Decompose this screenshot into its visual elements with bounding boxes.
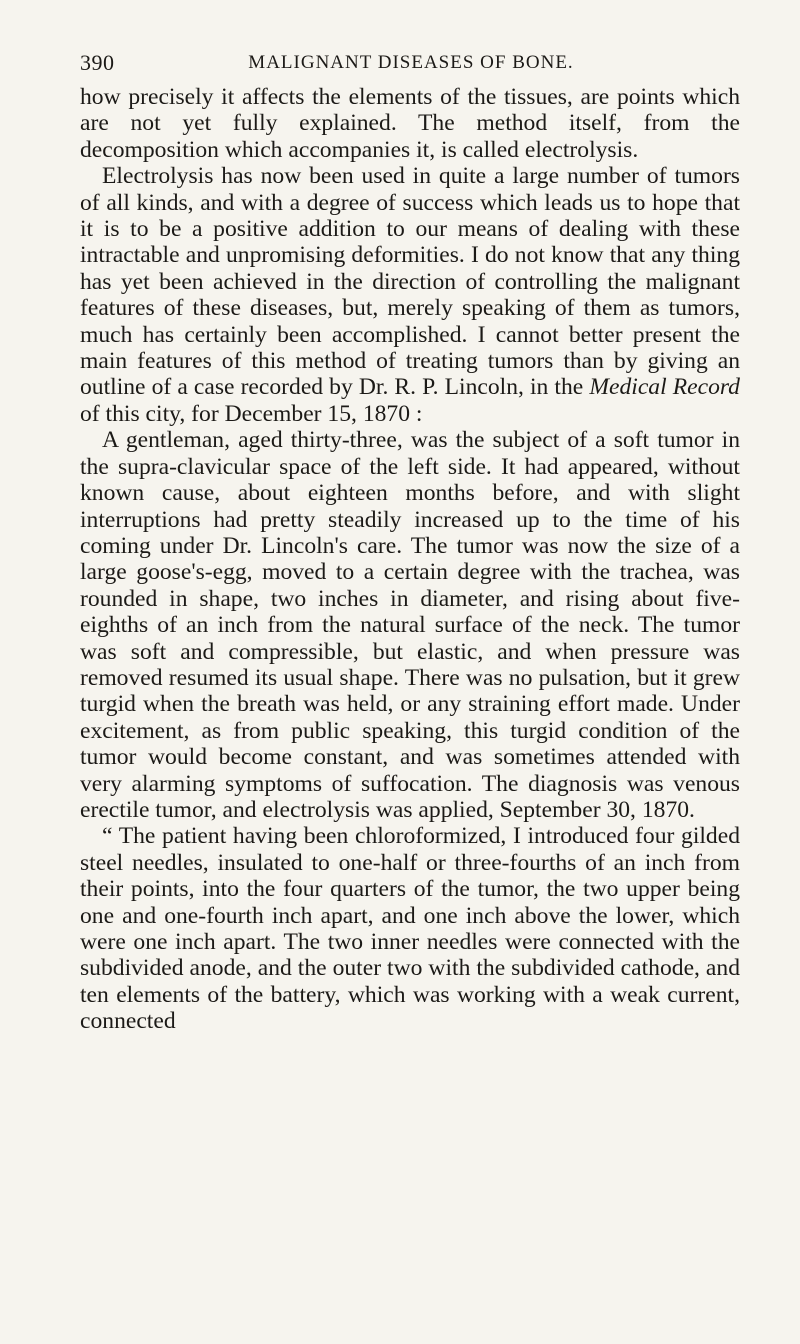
paragraph-continuation: how precisely it affects the elements of the tissues, are points which are not yet fully explained. The method itself, from the decomposition which accompanies it, is called electrolysis. — [80, 84, 740, 163]
paragraph-electrolysis — [80, 163, 740, 427]
paragraph-case: A gentleman, aged thirty-three, was the subject of a soft tumor in the supra-clavicular space of the left side. It had appeared, without known cause, about eighteen months before, and with slight interruptions had pretty steadily increased up to the time of his coming under Dr. Lincoln's care. The tumor was now the size of a large goose's-egg, moved to a certain degree with the trachea, was rounded in shape, two inches in diameter, and rising about five-eighths of an inch from the natural surface of the neck. The tumor was soft and compressible, but elastic, and when pressure was removed resumed its usual shape. There was no pulsation, but it grew turgid when the breath was held, or any straining effort made. Under excitement, as from public speaking, this turgid condition of the tumor would become constant, and was sometimes attended with very alarming symptoms of suffocation. The diagnosis was venous erectile tumor, and electrolysis was applied, September 30, 1870. — [80, 427, 740, 823]
paragraph-electrolysis-tail: of this city, for December 15, 1870 : — [80, 400, 423, 427]
running-head — [80, 50, 742, 78]
page-number: 390 — [80, 50, 115, 75]
running-title: MALIGNANT DISEASES OF BONE. — [248, 52, 574, 73]
paragraph-quotation: “ The patient having been chloroformized, I introduced four gilded steel needles, insulated to one-half or three-fourths of an inch from their points, into the four quarters of the tumor, the two upper being one and one-fourth inch apart, and one inch above the lower, which were one inch apart. The two inner needles were connected with the subdivided anode, and the outer two with the subdivided cathode, and ten elements of the battery, which was working with a weak current, connected — [80, 823, 740, 1035]
body-text — [80, 84, 740, 1035]
paragraph-electrolysis-text: Electrolysis has now been used in quite a large number of tumors of all kinds, and with a degree of success which leads us to hope that it is to be a positive addition to our means of dealing with these intractable and unpromising deformities. I do not know that any thing has yet been achieved in the direction of controlling the malignant features of these diseases, but, merely speaking of them as tumors, much has certainly been accomplished. I cannot better present the main features of this method of treating tumors than by giving an outline of a case recorded by Dr. R. P. Lincoln, in the — [80, 163, 740, 401]
journal-title: Medical Record — [589, 374, 740, 401]
